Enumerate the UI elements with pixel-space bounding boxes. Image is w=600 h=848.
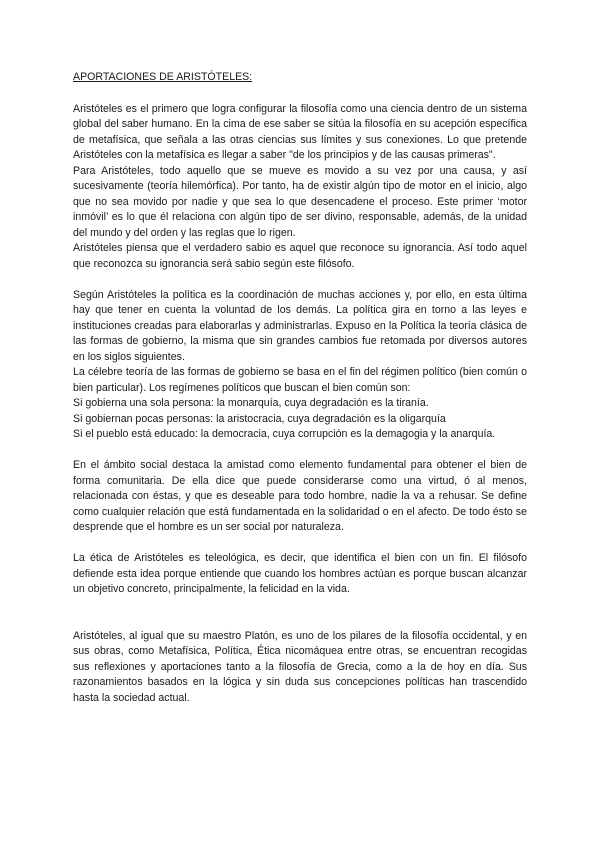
paragraph-forms-of-government: La célebre teoría de las formas de gobierno se basa en el fin del régimen político (bien común o bien particular). Los regímenes políticos que buscan el bien común son: (73, 366, 527, 394)
paragraph-wisdom: Aristóteles piensa que el verdadero sabio es aquel que reconoce su ignorancia. Así todo aquel que reconozca su ignorancia será sabio según este filósofo. (73, 242, 527, 270)
paragraph-politics: Según Aristóteles la política es la coordinación de muchas acciones y, por ello, en esta última hay que tener en cuenta la voluntad de los demás. La política gira en torno a las leyes e instituciones creadas para elaborarlas y administrarlas. Expuso en la Política la teoría clásica de las formas de gobierno, la misma que sin grandes cambios fue retomada por diversos autores en los siglos siguientes. (73, 288, 527, 363)
paragraph-unmoved-mover: Para Aristóteles, todo aquello que se mueve es movido a su vez por una causa, y así sucesivamente (teoría hilemórfica). Por tanto, ha de existir algún tipo de motor en el inicio, algo que no sea movido por nadie y que sea lo que desencadene el proceso. Este primer ‘motor inmóvil’ es lo que él relaciona con algún tipo de ser divino, responsable, además, de la unidad del mundo y del orden y las reglas que lo rigen. (73, 164, 527, 239)
document-body (73, 70, 527, 706)
list-item-monarchy: Si gobierna una sola persona: la monarquía, cuya degradación es la tiranía. (73, 397, 429, 409)
list-item-aristocracy: Si gobiernan pocas personas: la aristocracia, cuya degradación es la oligarquía (73, 412, 446, 425)
paragraph-legacy: Aristóteles, al igual que su maestro Platón, es uno de los pilares de la filosofía occidental, y en sus obras, como Metafísica, Política, Ética nicomáquea entre otras, se encuentran recogidas sus reflexiones y aportaciones tanto a la filosofía de Grecia, como a la de hoy en día. Sus razonamientos basados en la lógica y sin duda sus concepciones políticas han trascendido hasta la sociedad actual. (73, 629, 527, 704)
list-item-democracy: Si el pueblo está educado: la democracia, cuya corrupción es la demagogia y la anarquía. (73, 428, 496, 440)
paragraph-metaphysics: Aristóteles es el primero que logra configurar la filosofía como una ciencia dentro de un sistema global del saber humano. En la cima de ese saber se sitúa la filosofía en su acepción específica de metafísica, que señala a las otras ciencias sus límites y sus conexiones. Lo que pretende Aristóteles con la metafísica es llegar a saber "de los principios y de las causas primeras". (73, 102, 527, 161)
paragraph-friendship: En el ámbito social destaca la amistad como elemento fundamental para obtener el bien de forma comunitaria. De ella dice que puede considerarse como una virtud, ó al menos, relacionada con éstas, y que es deseable para todo hombre, nadie la va a rehusar. Se define como cualquier relación que está fundamentada en la solidaridad o en el afecto. De todo ésto se desprende que el hombre es un ser social por naturaleza. (73, 459, 527, 533)
paragraph-ethics: La ética de Aristóteles es teleológica, es decir, que identifica el bien con un fin. El filósofo defiende esta idea porque entiende que cuando los hombres actúan es porque buscan alcanzar un objetivo concreto, principalmente, la felicidad en la vida. (73, 552, 527, 595)
document-title: APORTACIONES DE ARISTÓTELES: (73, 71, 253, 83)
